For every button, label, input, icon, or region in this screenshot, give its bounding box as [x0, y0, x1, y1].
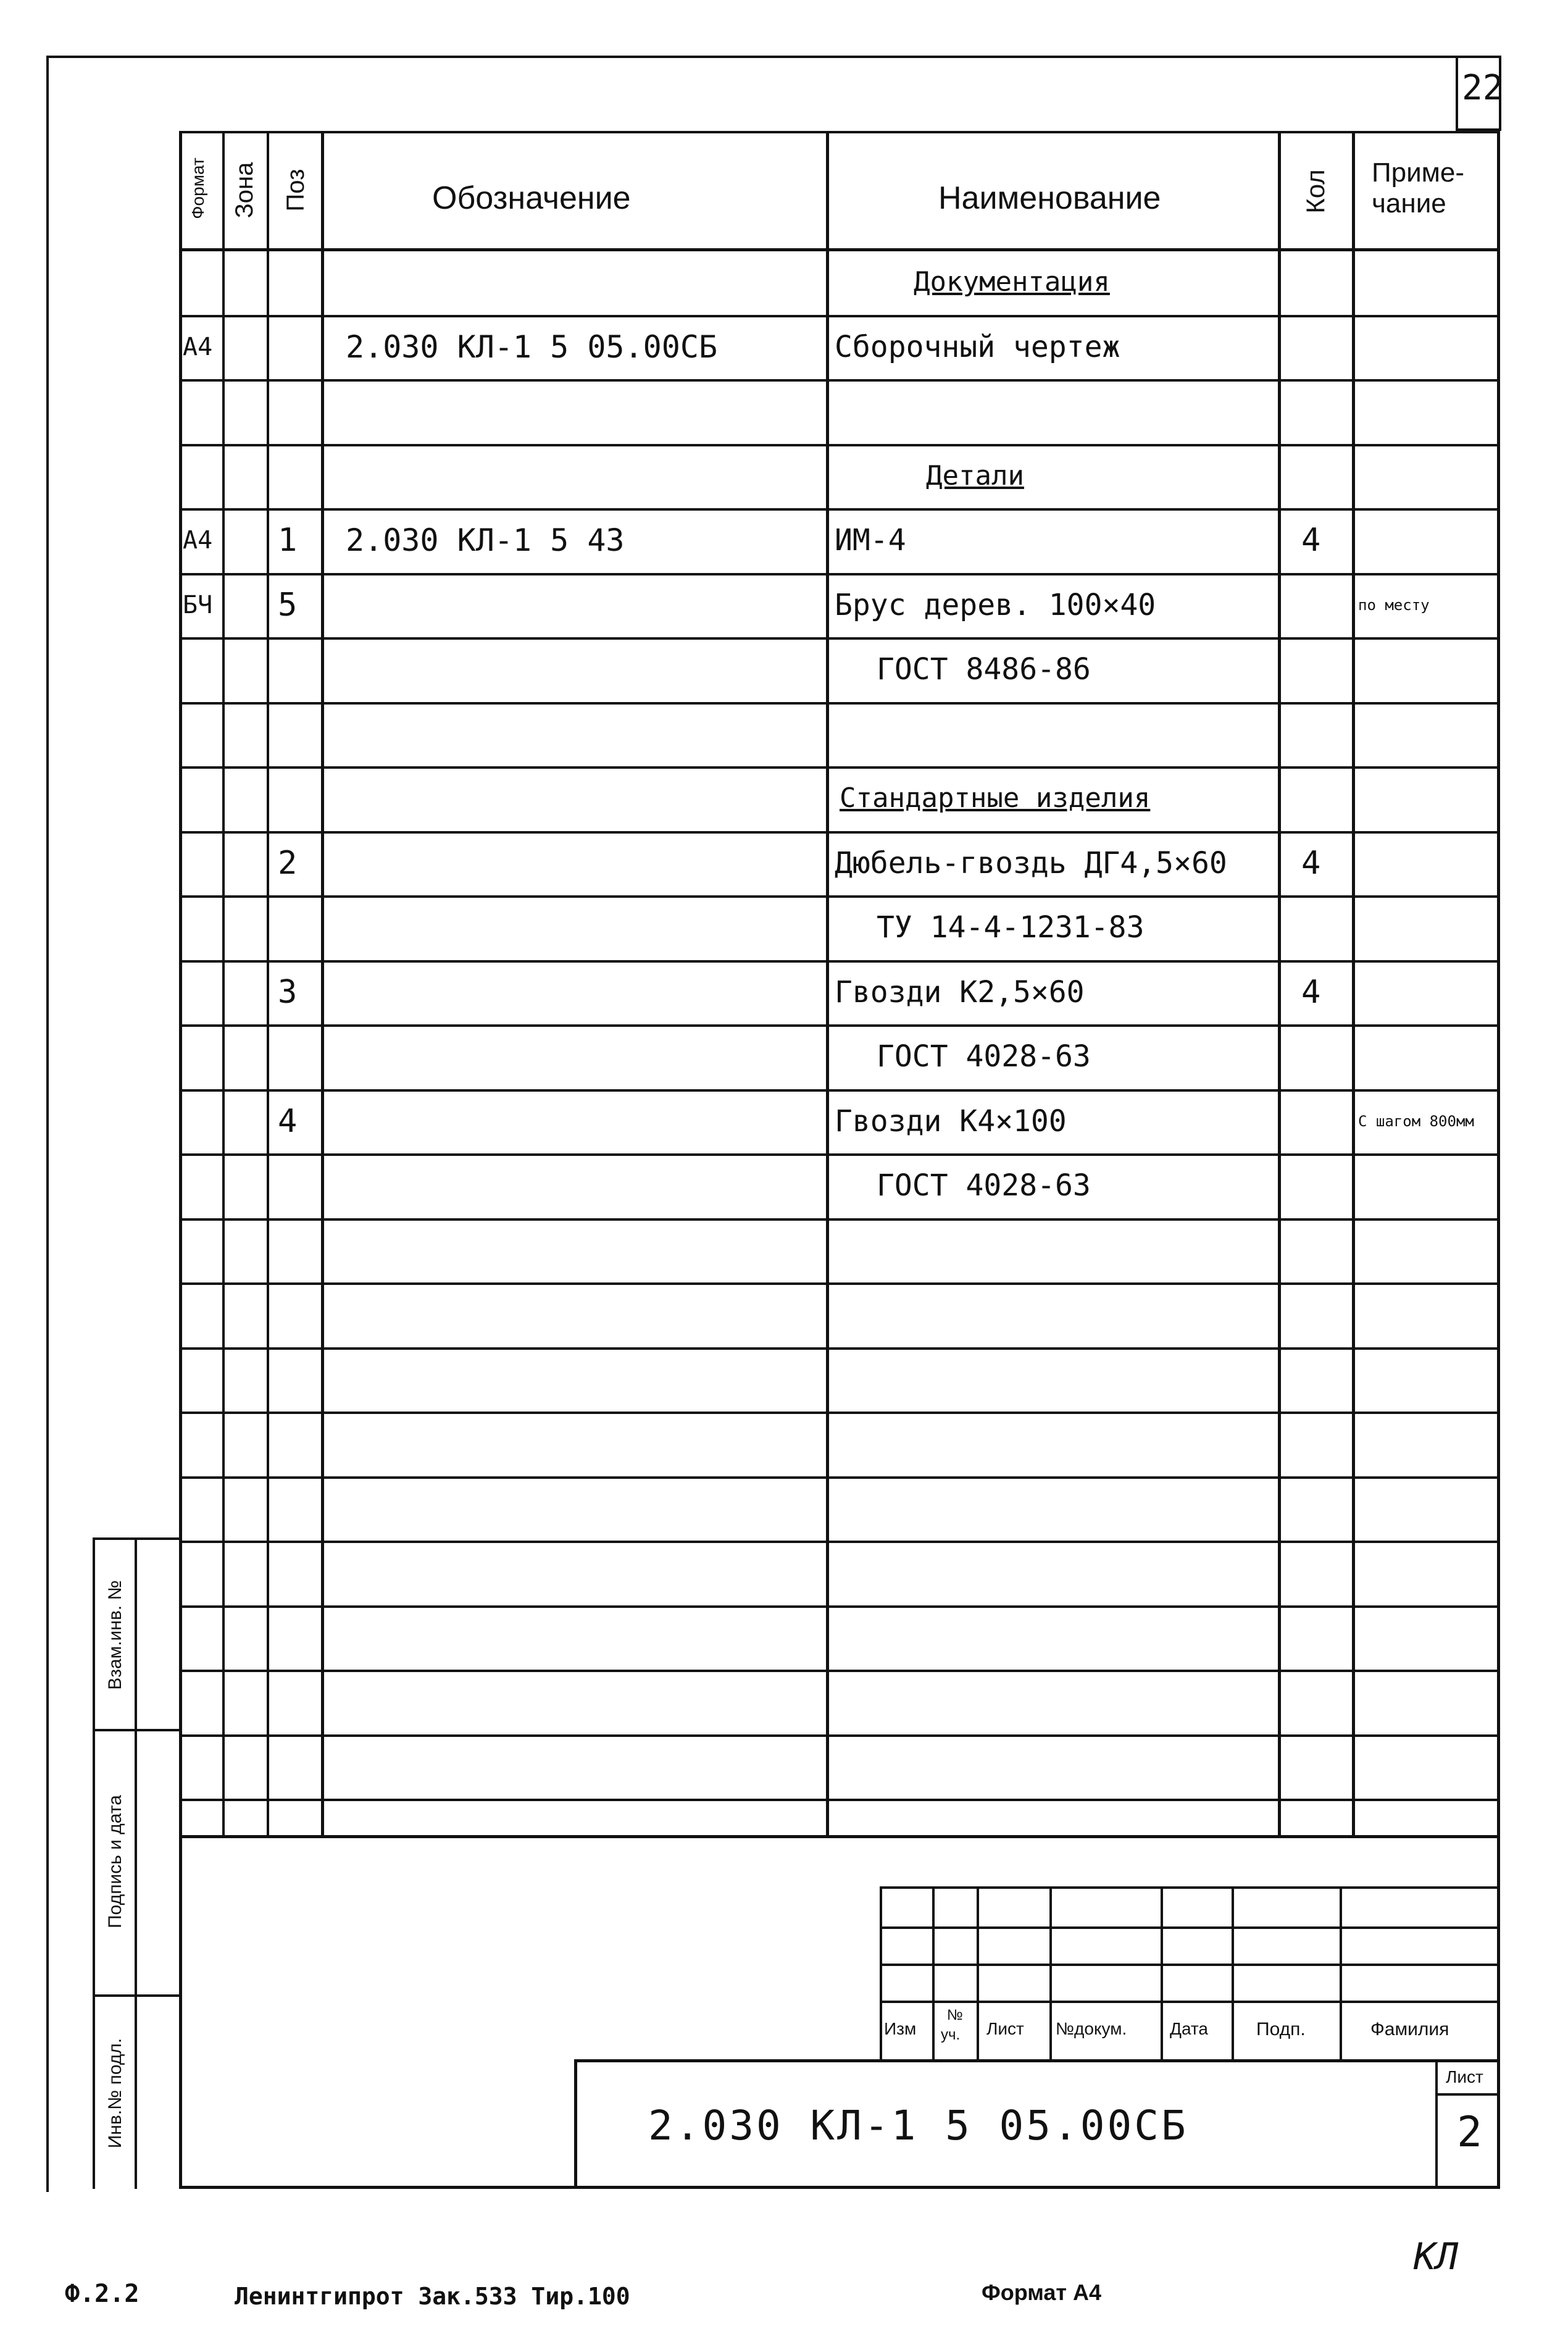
- row-name-cell: Документация: [914, 266, 1110, 298]
- row-pos-cell: 3: [278, 974, 298, 1011]
- row-line: [179, 1670, 1500, 1672]
- col-name-right: [1278, 131, 1281, 1838]
- side-vzam-inv: Взам.инв. №: [105, 1580, 125, 1690]
- row-line: [179, 444, 1500, 446]
- tb-col-6: [1232, 1886, 1234, 2062]
- row-qty-cell: 4: [1301, 522, 1321, 559]
- col-zone-right: [267, 131, 269, 1838]
- tb-row-top: [880, 1886, 1500, 1889]
- tb-sheet-label: Лист: [1446, 2067, 1483, 2086]
- tb-col-3: [977, 1886, 979, 2062]
- header-qty: Кол: [1301, 169, 1330, 214]
- header-name: Наименование: [938, 180, 1161, 216]
- row-qty-cell: 4: [1301, 845, 1321, 882]
- row-format-cell: А4: [183, 333, 213, 361]
- col-pos-right: [321, 131, 324, 1838]
- table-bottom: [179, 1835, 1500, 1838]
- row-designation-cell: 2.030 КЛ-1 5 43: [346, 522, 625, 558]
- row-line: [179, 508, 1500, 511]
- side-stamp-mid: [135, 1537, 137, 2189]
- tb-main-left: [574, 2059, 577, 2189]
- tb-ndokum: №докум.: [1056, 2019, 1127, 2038]
- row-note-cell: по месту: [1358, 596, 1430, 614]
- row-line: [179, 1799, 1500, 1801]
- row-line: [179, 379, 1500, 382]
- row-line: [179, 702, 1500, 705]
- header-top: [179, 131, 1500, 133]
- row-line: [179, 1605, 1500, 1608]
- row-line: [179, 1347, 1500, 1350]
- tb-uch-1: №: [947, 2007, 963, 2023]
- tb-main-top: [574, 2059, 1500, 2062]
- header-bottom: [179, 248, 1500, 251]
- row-line: [179, 1541, 1500, 1543]
- row-line: [179, 573, 1500, 575]
- top-border: [46, 56, 1500, 58]
- tb-uch-2: уч.: [941, 2027, 961, 2043]
- header-designation: Обозначение: [432, 180, 631, 216]
- row-name-cell: Дюбель-гвоздь ДГ4,5×60: [835, 846, 1227, 880]
- row-name-cell: ГОСТ 4028-63: [877, 1039, 1091, 1074]
- tb-sheet-div: [1435, 2093, 1500, 2096]
- row-name-cell: Сборочный чертеж: [835, 330, 1120, 364]
- tb-row-2: [880, 1964, 1500, 1966]
- row-pos-cell: 2: [278, 845, 298, 882]
- tb-data: Дата: [1170, 2019, 1209, 2038]
- tb-familia: Фамилия: [1370, 2019, 1449, 2039]
- frame-bottom: [179, 2186, 1500, 2189]
- row-pos-cell: 1: [278, 522, 298, 559]
- footer-form: Ф.2.2: [65, 2280, 140, 2308]
- row-line: [179, 1089, 1500, 1092]
- header-zone: Зона: [231, 162, 258, 219]
- row-line: [179, 1024, 1500, 1027]
- page-number: 22: [1462, 68, 1504, 108]
- row-line: [179, 315, 1500, 317]
- left-border: [46, 56, 49, 2192]
- row-line: [179, 1282, 1500, 1285]
- frame-left: [179, 133, 182, 2189]
- row-line: [179, 831, 1500, 834]
- tb-col-7: [1340, 1886, 1342, 2062]
- row-name-cell: ГОСТ 4028-63: [877, 1168, 1091, 1203]
- tb-col-5: [1161, 1886, 1163, 2062]
- row-designation-cell: 2.030 КЛ-1 5 05.00СБ: [346, 329, 718, 365]
- col-qty-right: [1352, 131, 1355, 1838]
- row-name-cell: ИМ-4: [835, 523, 906, 558]
- row-note-cell: С шагом 800мм: [1358, 1113, 1474, 1130]
- tb-row-3: [880, 2001, 1500, 2003]
- side-stamp-top: [93, 1537, 182, 1540]
- header-pos: Поз: [282, 169, 309, 212]
- row-name-cell: Брус дерев. 100×40: [835, 588, 1156, 622]
- row-format-cell: А4: [183, 526, 213, 554]
- row-pos-cell: 4: [278, 1103, 298, 1140]
- page-number-box-left: [1456, 56, 1458, 130]
- row-name-cell: Гвозди К2,5×60: [835, 975, 1085, 1010]
- row-name-cell: ГОСТ 8486-86: [877, 652, 1091, 687]
- col-designation-right: [826, 131, 829, 1838]
- row-line: [179, 1153, 1500, 1156]
- header-format: Формат: [188, 157, 207, 219]
- tb-col-1: [880, 1886, 882, 2062]
- side-stamp-div2: [93, 1994, 182, 1997]
- row-name-cell: Стандартные изделия: [840, 782, 1151, 814]
- footer-format: Формат А4: [982, 2280, 1102, 2305]
- header-note-1: Приме-: [1372, 157, 1465, 188]
- row-line: [179, 1734, 1500, 1737]
- side-sign-date: Подпись и дата: [105, 1795, 125, 1928]
- row-name-cell: Гвозди К4×100: [835, 1104, 1067, 1139]
- row-name-cell: Детали: [926, 460, 1024, 491]
- row-line: [179, 637, 1500, 640]
- tb-izm: Изм: [884, 2019, 917, 2038]
- row-name-cell: ТУ 14-4-1231-83: [877, 910, 1145, 945]
- side-stamp-div1: [93, 1729, 182, 1731]
- row-format-cell: БЧ: [183, 591, 213, 619]
- frame-right: [1497, 131, 1500, 2187]
- row-line: [179, 766, 1500, 769]
- tb-col-4: [1049, 1886, 1052, 2062]
- row-line: [179, 1412, 1500, 1414]
- col-format-right: [222, 131, 225, 1838]
- row-line: [179, 960, 1500, 963]
- footer-mark: КЛ: [1414, 2235, 1459, 2278]
- row-qty-cell: 4: [1301, 974, 1321, 1011]
- tb-designation: 2.030 КЛ-1 5 05.00СБ: [648, 2102, 1188, 2149]
- row-line: [179, 1218, 1500, 1221]
- tb-list: Лист: [986, 2019, 1024, 2038]
- row-pos-cell: 5: [278, 587, 298, 624]
- tb-sheet-number: 2: [1457, 2108, 1482, 2157]
- row-line: [179, 1476, 1500, 1479]
- side-stamp-left: [93, 1537, 95, 2189]
- header-note-2: чание: [1372, 188, 1446, 219]
- tb-col-2: [932, 1886, 935, 2062]
- tb-sheet-left: [1435, 2059, 1438, 2189]
- tb-row-1: [880, 1926, 1500, 1929]
- footer-printer: Ленинтгипрот Зак.533 Тир.100: [235, 2283, 630, 2310]
- side-inv-orig: Инв.№ подл.: [105, 2038, 125, 2149]
- row-line: [179, 895, 1500, 898]
- tb-podp: Подп.: [1256, 2019, 1306, 2039]
